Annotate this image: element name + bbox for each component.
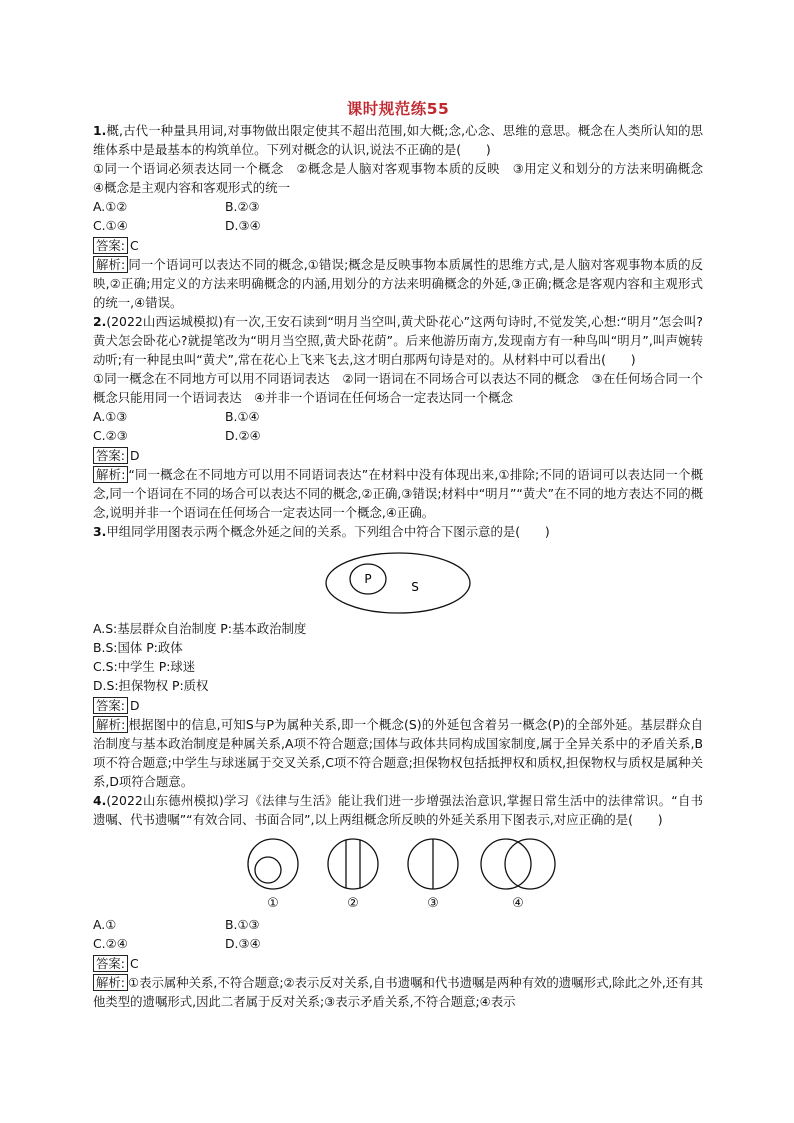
answer-line	[93, 954, 703, 973]
overlap-circles	[480, 837, 556, 891]
page-title: 课时规范练55	[346, 100, 450, 118]
option-b: B.①③	[225, 917, 260, 932]
analysis	[93, 973, 703, 1011]
question-statements: ①同一个语词必须表达同一个概念 ②概念是人脑对客观事物本质的反映 ③用定义和划分的方法来明确概念 ④概念是主观内容和客观形式的统一	[93, 161, 716, 195]
option-a: A.①②	[93, 199, 128, 214]
option-c: C.②③	[93, 428, 128, 443]
question-text: 概,古代一种量具用词,对事物做出限定使其不超出范围,如大概;念,心念、思维的意思。概念在人类所认知的思维体系中是最基本的构筑单位。下列对概念的认识,说法不正确的是( )	[93, 123, 703, 157]
contrary-circle	[326, 837, 380, 891]
question-4	[93, 791, 703, 1011]
answer-label: 答案:	[93, 697, 128, 714]
answer-line	[93, 236, 703, 255]
option-d: D.③④	[225, 936, 261, 951]
options-row	[93, 407, 703, 426]
question-statements: ①同一概念在不同地方可以用不同语词表达 ②同一语词在不同场合可以表达不同的概念 ③在任何场合同一个概念只能用同一个语词表达 ④并非一个语词在任何场合一定表达同一个概念	[93, 371, 703, 405]
options-row	[93, 934, 703, 953]
analysis-label: 解析:	[93, 256, 128, 273]
answer-value: D	[129, 448, 140, 463]
diagram-label: ②	[347, 896, 359, 911]
subset-circles	[246, 837, 300, 891]
question-1	[93, 121, 716, 312]
answer-value: D	[129, 698, 140, 713]
analysis-text: 同一个语词可以表达不同的概念,①错误;概念是反映事物本质属性的思维方式,是人脑对客观事物本质的反映,②正确;用定义的方法来明确概念的内涵,用划分的方法来明确概念的外延,③正确;概念是客观内容和主观形式的统一,④错误。	[93, 257, 703, 310]
option-b: B.①④	[225, 409, 260, 424]
analysis	[93, 255, 703, 312]
analysis-label: 解析:	[93, 466, 128, 483]
options-row	[93, 216, 703, 235]
question-number: 2.	[93, 314, 107, 329]
answer-label: 答案:	[93, 237, 128, 254]
ellipse-diagram	[323, 551, 473, 615]
options-row	[93, 426, 703, 445]
answer-label: 答案:	[93, 955, 128, 972]
question-number: 1.	[93, 123, 107, 138]
diagram-2	[313, 837, 393, 913]
option-a: A.①	[93, 917, 117, 932]
option-c: C.①④	[93, 218, 128, 233]
diagram-3	[393, 837, 473, 913]
options-row	[93, 197, 703, 216]
question-number: 3.	[93, 524, 107, 539]
analysis-text: ①表示属种关系,不符合题意;②表示反对关系,自书遗嘱和代书遗嘱是两种有效的遗嘱形式,除此之外,还有其他类型的遗嘱形式,因此二者属于反对关系;③表示矛盾关系,不符合题意;④表示	[93, 975, 703, 1009]
analysis-label: 解析:	[93, 974, 128, 991]
answer-value: C	[129, 956, 139, 971]
option-d: D.S:担保物权 P:质权	[93, 678, 209, 693]
diagram-4	[473, 837, 563, 913]
contradictory-circle	[406, 837, 460, 891]
question-3	[93, 522, 703, 791]
answer-line	[93, 696, 703, 715]
outer-ellipse-s	[326, 553, 470, 613]
diagram-label: ④	[512, 896, 524, 911]
diagram-1	[233, 837, 313, 913]
question-text: (2022山东德州模拟)学习《法律与生活》能让我们进一步增强法治意识,掌握日常生活中的法律常识。“自书遗嘱、代书遗嘱”“有效合同、书面合同”,以上两组概念所反映的外延关系用下图表示,对应正确的是( )	[93, 793, 703, 827]
option-b: B.②③	[225, 199, 260, 214]
diagram-label: ③	[427, 896, 439, 911]
question-number: 4.	[93, 793, 107, 808]
worksheet	[93, 100, 716, 1011]
analysis-text: “同一概念在不同地方可以用不同语词表达”在材料中没有体现出来,①排除;不同的语词可以表达同一个概念,同一个语词在不同的场合可以表达不同的概念,②正确,③错误;材料中“明月”“黄犬”在不同的地方表达不同的概念,说明并非一个语词在任何场合一定表达同一个概念,④正确。	[93, 467, 703, 520]
answer-value: C	[129, 238, 139, 253]
question-stem	[93, 121, 703, 159]
option-c: C.②④	[93, 936, 128, 951]
answer-line	[93, 446, 703, 465]
label-s: S	[411, 580, 419, 594]
question-text: (2022山西运城模拟)有一次,王安石读到“明月当空叫,黄犬卧花心”这两句诗时,不觉发笑,心想:“明月”怎会叫?黄犬怎会卧花心?就提笔改为“明月当空照,黄犬卧花荫”。后来他游历南方,发现南方有一种鸟叫“明月”,叫声婉转动听;有一种昆虫叫“黄犬”,常在花心上飞来飞去,这才明白那两句诗是对的。从材料中可以看出( )	[93, 314, 703, 367]
analysis-label: 解析:	[93, 716, 128, 733]
option-a: A.S:基层群众自治制度 P:基本政治制度	[93, 621, 307, 636]
option-d: D.②④	[225, 428, 261, 443]
analysis	[93, 715, 703, 791]
relation-diagrams	[93, 837, 703, 913]
answer-label: 答案:	[93, 447, 128, 464]
label-p: P	[364, 572, 372, 586]
question-stem	[93, 791, 703, 829]
question-text: 甲组同学用图表示两个概念外延之间的关系。下列组合中符合下图示意的是( )	[106, 524, 550, 539]
option-d: D.③④	[225, 218, 261, 233]
option-b: B.S:国体 P:政体	[93, 640, 183, 655]
question-stem	[93, 522, 703, 541]
analysis-text: 根据图中的信息,可知S与P为属种关系,即一个概念(S)的外延包含着另一概念(P)的全部外延。基层群众自治制度与基本政治制度是种属关系,A项不符合题意;国体与政体共同构成国家制度,属于全异关系中的矛盾关系,B项不符合题意;中学生与球迷属于交叉关系,C项不符合题意;担保物权包括抵押权和质权,担保物权与质权是属种关系,D项符合题意。	[93, 717, 703, 789]
question-stem	[93, 312, 703, 369]
question-2	[93, 312, 703, 522]
option-c: C.S:中学生 P:球迷	[93, 659, 196, 674]
options-row	[93, 915, 703, 934]
analysis	[93, 465, 703, 522]
option-a: A.①③	[93, 409, 128, 424]
diagram-label: ①	[267, 896, 279, 911]
venn-diagram	[93, 551, 703, 615]
